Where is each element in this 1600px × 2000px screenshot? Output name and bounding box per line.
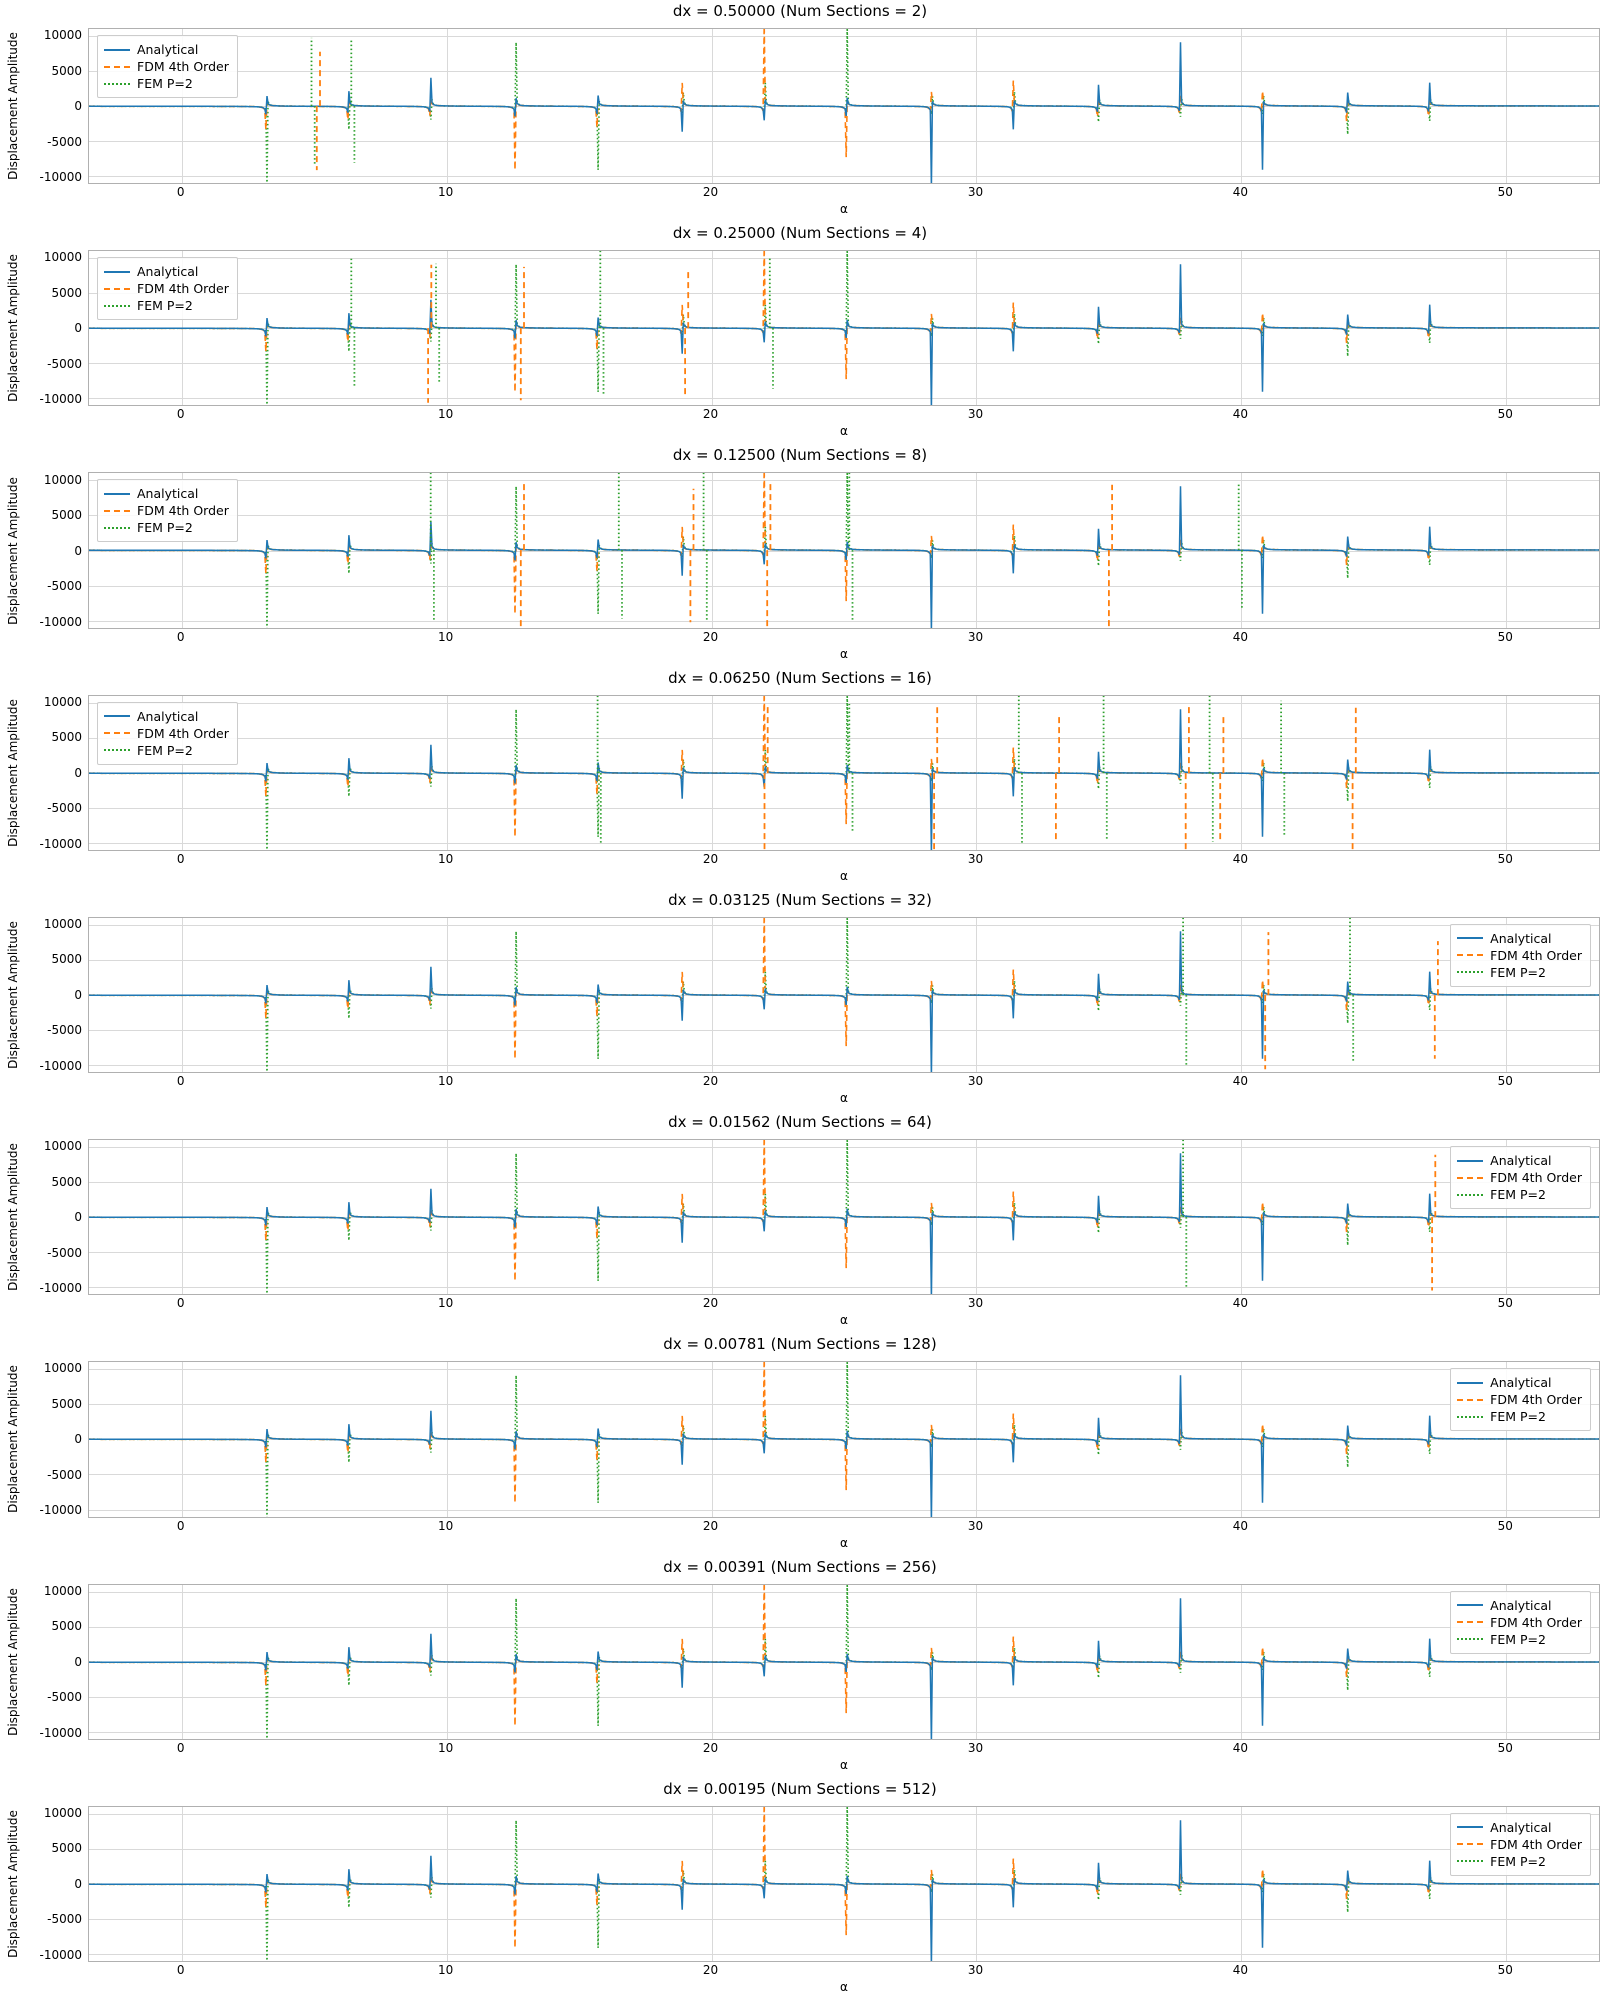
series-fdm-4th-order [89,1585,1599,1726]
plot-area [88,1584,1600,1740]
y-axis-label-text: Displacement Amplitude [6,1143,20,1292]
x-tick-label: 40 [1232,851,1248,866]
x-axis-ticks [88,1962,1600,1980]
y-axis-label [0,917,26,1073]
y-tick-label: 5000 [51,508,82,523]
y-axis-ticks [26,250,88,406]
legend-swatch-solid [104,715,130,717]
legend-swatch-dotted [1457,1194,1483,1196]
x-tick-label: 0 [176,185,185,200]
series-analytical [89,1376,1599,1517]
x-tick-label: 20 [702,1074,719,1089]
legend-swatch-dashed [104,288,130,290]
legend-item [104,41,229,58]
legend-swatch-dotted [1457,1638,1483,1640]
series-fdm-4th-order [89,1140,1599,1281]
x-tick-label: 10 [437,1740,454,1755]
series-fdm-4th-order [89,918,1599,1059]
panel-title: dx = 0.00195 (Num Sections = 512) [663,1779,937,1798]
series-fdm-4th-order [89,473,1599,614]
x-tick-label: 50 [1497,1740,1513,1755]
legend-swatch-solid [1457,1160,1483,1162]
y-tick-label: -5000 [47,1690,82,1705]
x-tick-label: 30 [967,407,984,422]
x-tick-label: 50 [1497,1296,1513,1311]
x-tick-label: 10 [437,629,454,644]
plot-area [88,1139,1600,1295]
legend-item [104,742,229,759]
x-tick-label: 50 [1497,185,1513,200]
y-tick-label: -10000 [39,1725,82,1740]
x-tick-label: 30 [967,629,984,644]
x-tick-label: 0 [176,407,185,422]
x-tick-label: 10 [437,407,454,422]
legend-item [1457,1836,1582,1853]
legend-swatch-solid [104,49,130,51]
y-axis-label [0,1806,26,1962]
legend-swatch-dashed [1457,1177,1483,1179]
legend-label: FDM 4th Order [1490,1392,1582,1408]
legend-swatch-dotted [104,527,130,529]
y-axis-label [0,1584,26,1740]
legend-swatch-dotted [104,305,130,307]
x-axis-ticks [88,1295,1600,1313]
y-tick-label: 5000 [51,952,82,967]
series-analytical [89,487,1599,628]
y-tick-label: 0 [74,1654,82,1669]
x-tick-label: 0 [176,1074,185,1089]
chart-panel [0,667,1600,889]
x-tick-label: 20 [702,629,719,644]
series-canvas [89,1585,1599,1739]
legend-label: FEM P=2 [137,76,193,91]
y-axis-label-text: Displacement Amplitude [6,1809,20,1958]
x-axis-ticks [88,1073,1600,1091]
legend-item [104,58,229,75]
legend-item [104,708,229,725]
legend [97,257,238,320]
y-tick-label: 5000 [51,1174,82,1189]
y-axis-label [0,250,26,406]
x-axis-ticks [88,1740,1600,1758]
series-analytical [89,265,1599,406]
legend-swatch-dotted [1457,971,1483,973]
series-canvas [89,473,1599,627]
x-axis-label: α [840,1757,848,1772]
legend-item [104,725,229,742]
y-tick-label: 0 [74,321,82,336]
series-analytical [89,709,1599,850]
legend [1450,1146,1591,1209]
x-axis-ticks [88,851,1600,869]
y-axis-label-text: Displacement Amplitude [6,32,20,181]
y-tick-label: 5000 [51,1396,82,1411]
y-tick-label: -5000 [47,1912,82,1927]
legend-item [1457,1819,1582,1836]
x-axis-ticks [88,629,1600,647]
x-tick-label: 40 [1232,1296,1248,1311]
chart-panel [0,222,1600,444]
y-tick-label: -10000 [39,1058,82,1073]
x-tick-label: 0 [176,1518,185,1533]
panel-title: dx = 0.12500 (Num Sections = 8) [672,446,928,465]
plot-area [88,917,1600,1073]
x-axis-label: α [840,1535,848,1550]
legend-label: Analytical [1490,1597,1552,1613]
x-tick-label: 50 [1497,629,1513,644]
y-axis-label [0,28,26,184]
y-tick-label: 5000 [51,1619,82,1634]
y-tick-label: -5000 [47,134,82,149]
legend-item [1457,1597,1582,1614]
legend-label: FEM P=2 [137,742,193,758]
legend-swatch-dashed [104,510,130,512]
x-tick-label: 40 [1232,1518,1248,1533]
y-tick-label: -5000 [47,356,82,371]
legend-label: FDM 4th Order [137,281,229,297]
y-axis-ticks [26,917,88,1073]
legend-item [1457,1631,1582,1648]
x-tick-label: 0 [176,851,185,866]
x-axis-ticks [88,184,1600,202]
legend-label: FDM 4th Order [1490,1614,1582,1630]
chart-panel [0,1111,1600,1333]
legend-item [1457,1853,1582,1870]
y-axis-label [0,1139,26,1295]
legend-label: FEM P=2 [1490,1409,1546,1425]
legend [1450,924,1591,987]
y-axis-label-text: Displacement Amplitude [6,698,20,847]
legend-swatch-dashed [1457,954,1483,956]
x-tick-label: 10 [437,1962,454,1977]
series-canvas [89,29,1599,183]
legend-label: Analytical [1490,1153,1552,1169]
x-axis-ticks [88,406,1600,424]
y-tick-label: 0 [74,987,82,1002]
legend-swatch-dashed [104,732,130,734]
x-tick-label: 0 [176,1740,185,1755]
y-axis-label-text: Displacement Amplitude [6,921,20,1069]
panel-title: dx = 0.25000 (Num Sections = 4) [672,224,928,243]
y-tick-label: 10000 [43,694,82,709]
series-analytical [89,1820,1599,1961]
chart-panel [0,0,1600,222]
x-axis-label: α [840,1979,848,1994]
x-tick-label: 10 [437,1074,454,1089]
series-fdm-4th-order [89,696,1599,837]
y-axis-ticks [26,695,88,851]
series-analytical [89,42,1599,183]
legend-label: FEM P=2 [1490,964,1546,980]
y-tick-label: 0 [74,543,82,558]
x-tick-label: 10 [437,1518,454,1533]
legend [1450,1813,1591,1876]
x-axis-label: α [840,202,848,217]
x-tick-label: 50 [1497,1518,1513,1533]
panel-title: dx = 0.00781 (Num Sections = 128) [663,1335,937,1354]
legend-swatch-solid [1457,1826,1483,1828]
legend-swatch-solid [1457,1382,1483,1384]
x-axis-label: α [840,424,848,439]
legend-swatch-solid [1457,937,1483,939]
legend-swatch-dashed [104,66,130,68]
y-tick-label: 10000 [43,472,82,487]
panel-title: dx = 0.00391 (Num Sections = 256) [663,1557,937,1576]
y-axis-label-text: Displacement Amplitude [6,1365,20,1514]
y-tick-label: -10000 [39,614,82,629]
y-tick-label: 5000 [51,63,82,78]
series-analytical [89,931,1599,1072]
series-canvas [89,696,1599,850]
x-tick-label: 0 [176,629,185,644]
y-tick-label: 0 [74,765,82,780]
plot-area [88,472,1600,628]
chart-panel [0,889,1600,1111]
x-tick-label: 30 [967,185,984,200]
x-tick-label: 20 [702,1296,719,1311]
y-tick-label: 10000 [43,28,82,43]
y-axis-ticks [26,472,88,628]
legend-swatch-solid [104,493,130,495]
y-tick-label: -5000 [47,579,82,594]
x-tick-label: 40 [1232,1074,1248,1089]
y-axis-label [0,1361,26,1517]
legend-label: Analytical [137,486,199,502]
y-axis-ticks [26,1806,88,1962]
y-tick-label: -10000 [39,392,82,407]
legend-item [1457,947,1582,964]
legend-swatch-dotted [104,83,130,85]
legend-item [104,263,229,280]
legend [1450,1368,1591,1431]
legend-label: FDM 4th Order [1490,947,1582,963]
x-tick-label: 50 [1497,851,1513,866]
legend-swatch-dashed [1457,1399,1483,1401]
legend-label: Analytical [137,264,199,280]
x-tick-label: 20 [702,185,719,200]
chart-panel [0,1778,1600,2000]
x-tick-label: 30 [967,1740,984,1755]
legend-item [104,519,229,536]
chart-panel [0,444,1600,666]
y-axis-label-text: Displacement Amplitude [6,476,20,625]
legend-item [104,280,229,297]
x-tick-label: 20 [702,1740,719,1755]
x-axis-label: α [840,646,848,661]
legend-item [1457,964,1582,981]
y-tick-label: 10000 [43,1583,82,1598]
y-axis-label [0,472,26,628]
series-canvas [89,918,1599,1072]
series-canvas [89,1362,1599,1516]
y-axis-ticks [26,28,88,184]
legend-item [1457,1408,1582,1425]
legend [97,35,238,98]
x-tick-label: 30 [967,1074,984,1089]
y-tick-label: -5000 [47,801,82,816]
y-axis-label [0,695,26,851]
series-fdm-4th-order [89,1362,1599,1503]
legend-label: Analytical [137,42,199,57]
panel-title: dx = 0.03125 (Num Sections = 32) [668,890,932,909]
y-axis-ticks [26,1139,88,1295]
legend-label: Analytical [137,708,199,724]
x-axis-ticks [88,1518,1600,1536]
legend-item [1457,930,1582,947]
y-tick-label: -5000 [47,1467,82,1482]
legend-item [104,297,229,314]
x-tick-label: 30 [967,1518,984,1533]
legend-swatch-dotted [1457,1416,1483,1418]
y-tick-label: 5000 [51,730,82,745]
legend-label: FDM 4th Order [1490,1170,1582,1186]
panel-title: dx = 0.01562 (Num Sections = 64) [668,1113,932,1132]
y-tick-label: 0 [74,1210,82,1225]
x-tick-label: 10 [437,185,454,200]
y-tick-label: 5000 [51,1841,82,1856]
legend-label: FDM 4th Order [137,503,229,519]
x-tick-label: 10 [437,1296,454,1311]
legend-label: FDM 4th Order [137,59,229,74]
y-tick-label: 10000 [43,1361,82,1376]
series-canvas [89,1807,1599,1961]
legend-swatch-dashed [1457,1843,1483,1845]
y-tick-label: 0 [74,1876,82,1891]
x-tick-label: 0 [176,1296,185,1311]
y-tick-label: 10000 [43,1805,82,1820]
series-fdm-4th-order [89,251,1599,392]
series-fdm-4th-order [89,29,1599,170]
x-tick-label: 30 [967,1296,984,1311]
legend-label: FEM P=2 [1490,1187,1546,1203]
legend-label: FEM P=2 [137,298,193,314]
panel-title: dx = 0.06250 (Num Sections = 16) [668,668,932,687]
legend [1450,1591,1591,1654]
x-tick-label: 40 [1232,185,1248,200]
chart-panel [0,1556,1600,1778]
legend-swatch-solid [104,271,130,273]
legend-item [1457,1391,1582,1408]
y-tick-label: 0 [74,1432,82,1447]
y-tick-label: -5000 [47,1245,82,1260]
y-tick-label: -10000 [39,1947,82,1962]
x-tick-label: 50 [1497,1962,1513,1977]
legend-label: FEM P=2 [1490,1853,1546,1869]
y-tick-label: 0 [74,99,82,114]
x-tick-label: 20 [702,851,719,866]
x-tick-label: 40 [1232,629,1248,644]
legend-item [1457,1374,1582,1391]
x-tick-label: 50 [1497,407,1513,422]
y-tick-label: -10000 [39,836,82,851]
legend [97,479,238,542]
y-tick-label: -10000 [39,170,82,185]
x-axis-label: α [840,868,848,883]
series-fdm-4th-order [89,1807,1599,1948]
legend-swatch-dashed [1457,1621,1483,1623]
series-canvas [89,1140,1599,1294]
x-tick-label: 30 [967,851,984,866]
legend-item [104,485,229,502]
x-tick-label: 50 [1497,1074,1513,1089]
y-tick-label: -10000 [39,1281,82,1296]
legend-item [104,75,229,92]
legend-item [1457,1152,1582,1169]
y-tick-label: -5000 [47,1023,82,1038]
x-tick-label: 40 [1232,407,1248,422]
legend-label: FDM 4th Order [1490,1836,1582,1852]
legend [97,702,238,765]
series-canvas [89,251,1599,405]
x-tick-label: 40 [1232,1740,1248,1755]
legend-item [104,502,229,519]
plot-area [88,695,1600,851]
y-axis-ticks [26,1584,88,1740]
panel-title: dx = 0.50000 (Num Sections = 2) [672,2,928,20]
series-analytical [89,1153,1599,1294]
x-tick-label: 20 [702,1962,719,1977]
legend-item [1457,1169,1582,1186]
x-tick-label: 40 [1232,1962,1248,1977]
y-tick-label: 10000 [43,250,82,265]
x-tick-label: 0 [176,1962,185,1977]
legend-item [1457,1614,1582,1631]
legend-label: Analytical [1490,1819,1552,1835]
x-tick-label: 30 [967,1962,984,1977]
legend-label: FEM P=2 [1490,1631,1546,1647]
y-axis-ticks [26,1361,88,1517]
y-tick-label: 10000 [43,1139,82,1154]
y-axis-label-text: Displacement Amplitude [6,254,20,403]
legend-swatch-dotted [1457,1860,1483,1862]
y-axis-label-text: Displacement Amplitude [6,1587,20,1736]
plot-area [88,28,1600,184]
x-tick-label: 10 [437,851,454,866]
plot-area [88,1806,1600,1962]
legend-swatch-solid [1457,1604,1483,1606]
y-tick-label: -10000 [39,1503,82,1518]
legend-label: Analytical [1490,1375,1552,1391]
legend-label: FEM P=2 [137,520,193,536]
x-tick-label: 20 [702,407,719,422]
chart-panel [0,1333,1600,1555]
legend-swatch-dotted [104,749,130,751]
legend-label: Analytical [1490,930,1552,946]
legend-item [1457,1186,1582,1203]
series-analytical [89,1598,1599,1739]
x-axis-label: α [840,1091,848,1106]
x-tick-label: 20 [702,1518,719,1533]
plot-area [88,250,1600,406]
plot-area [88,1361,1600,1517]
x-axis-label: α [840,1313,848,1328]
legend-label: FDM 4th Order [137,725,229,741]
y-tick-label: 5000 [51,285,82,300]
y-tick-label: 10000 [43,916,82,931]
